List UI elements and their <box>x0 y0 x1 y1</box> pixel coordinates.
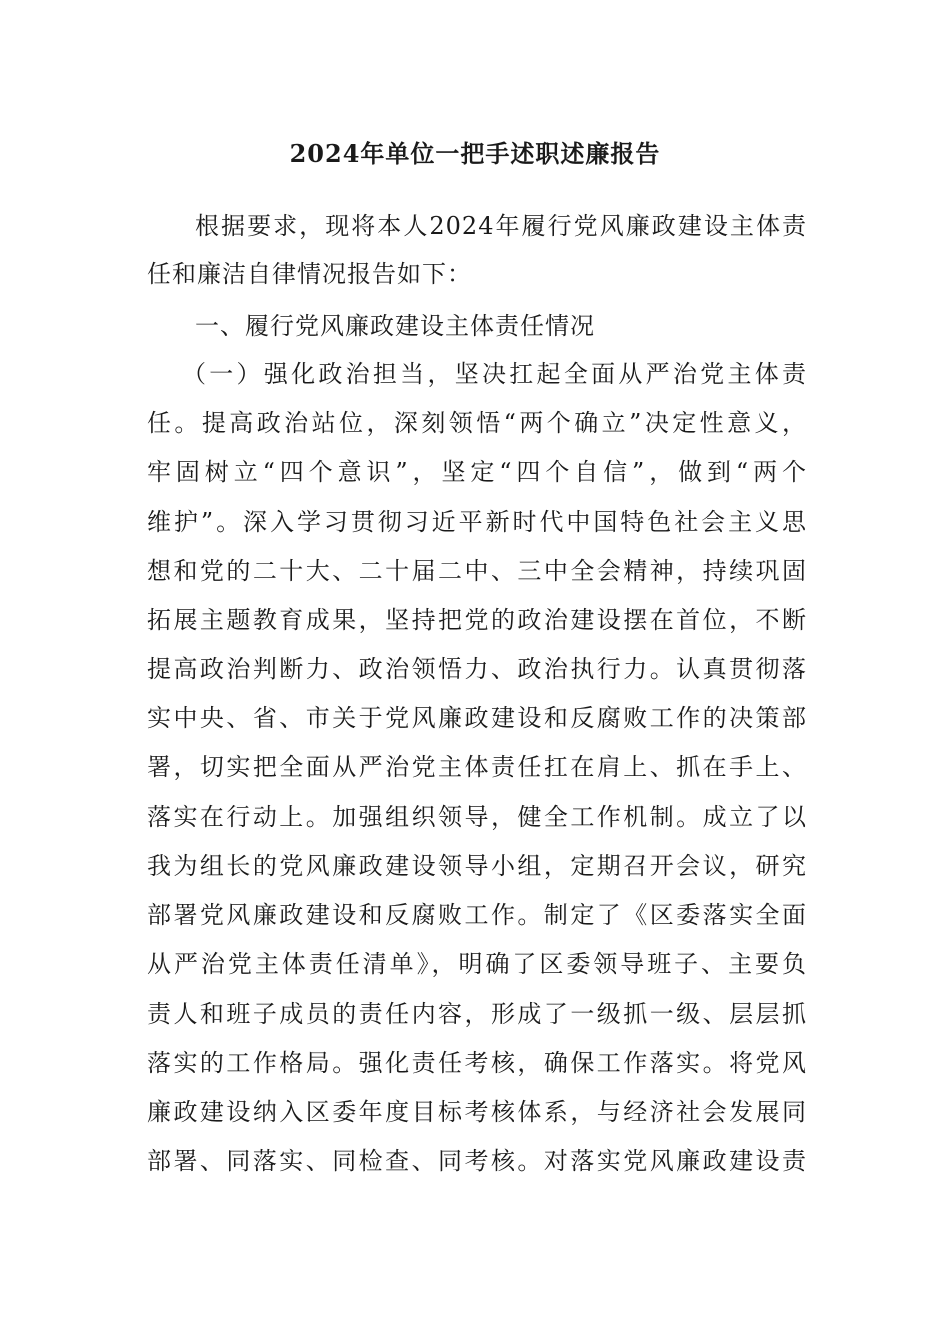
paragraph-line: 署，切实把全面从严治党主体责任扛在肩上、抓在手上、 <box>147 753 807 781</box>
paragraph-line: 实中央、省、市关于党风廉政建设和反腐败工作的决策部 <box>147 704 807 732</box>
paragraph-line: 落实在行动上。加强组织领导，健全工作机制。成立了以 <box>147 803 807 831</box>
paragraph-line: 牢固树立“四个意识”，坚定“四个自信”，做到“两个 <box>147 458 807 486</box>
paragraph-line: 任。提高政治站位，深刻领悟“两个确立”决定性意义， <box>147 409 807 437</box>
paragraph-line: 责人和班子成员的责任内容，形成了一级抓一级、层层抓 <box>147 1000 807 1028</box>
paragraph-line: 落实的工作格局。强化责任考核，确保工作落实。将党风 <box>147 1049 807 1077</box>
paragraph-line: 部署党风廉政建设和反腐败工作。制定了《区委落实全面 <box>147 901 807 929</box>
paragraph-line: 拓展主题教育成果，坚持把党的政治建设摆在首位，不断 <box>147 606 807 634</box>
paragraph-line: 提高政治判断力、政治领悟力、政治执行力。认真贯彻落 <box>147 655 807 683</box>
paragraph-line: 廉政建设纳入区委年度目标考核体系，与经济社会发展同 <box>147 1098 807 1126</box>
document-title: 2024年单位一把手述职述廉报告 <box>289 139 661 168</box>
paragraph-line: 根据要求，现将本人2024年履行党风廉政建设主体责 <box>195 212 807 240</box>
section-heading: 一、履行党风廉政建设主体责任情况 <box>195 312 595 340</box>
paragraph-line: 从严治党主体责任清单》，明确了区委领导班子、主要负 <box>147 950 807 978</box>
paragraph-line: 我为组长的党风廉政建设领导小组，定期召开会议，研究 <box>147 852 807 880</box>
paragraph-line: 任和廉洁自律情况报告如下： <box>147 260 472 288</box>
paragraph-line: 维护”。深入学习贯彻习近平新时代中国特色社会主义思 <box>147 508 807 536</box>
paragraph-line: 想和党的二十大、二十届二中、三中全会精神，持续巩固 <box>147 557 807 585</box>
paragraph-line: 部署、同落实、同检查、同考核。对落实党风廉政建设责 <box>147 1147 807 1175</box>
subsection-heading-line: （一）强化政治担当，坚决扛起全面从严治党主体责 <box>182 360 807 388</box>
